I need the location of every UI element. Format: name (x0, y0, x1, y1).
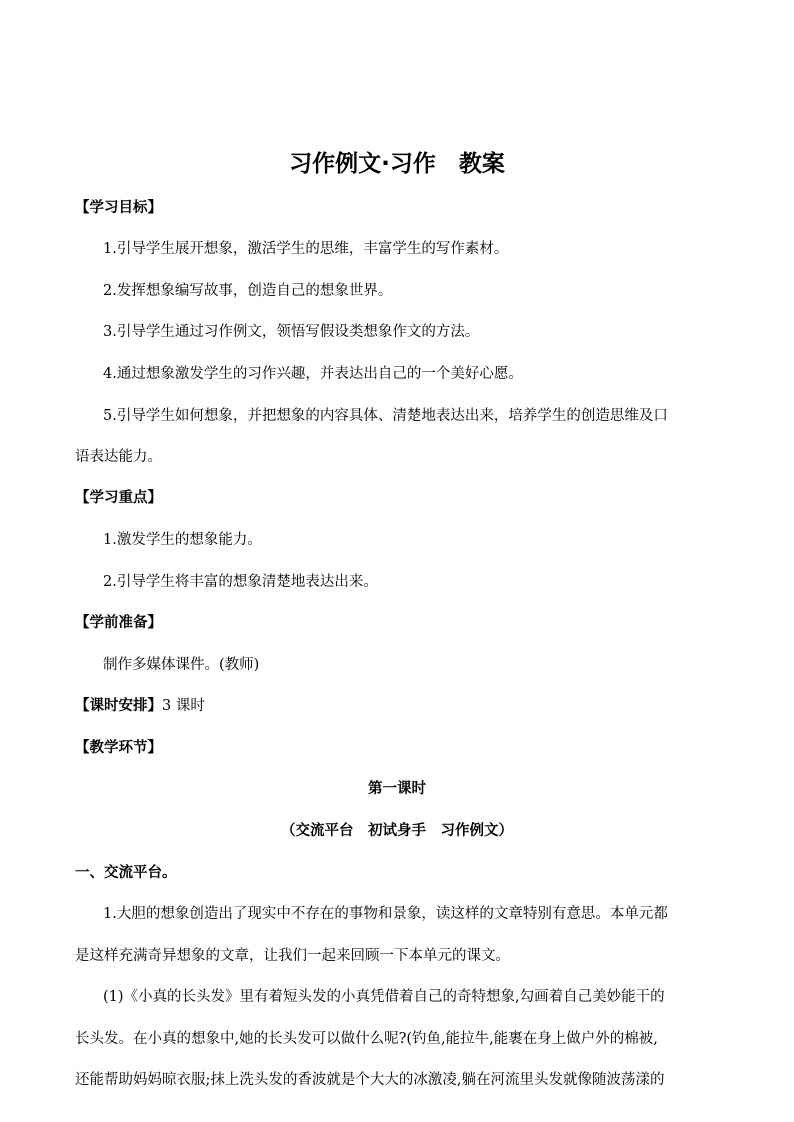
schedule-value: 3 课时 (162, 698, 205, 714)
page-title: 习作例文·习作 教案 (289, 151, 505, 177)
schedule-heading: 【课时安排】 (75, 698, 162, 714)
key-point-item-2: 2.引导学生将丰富的想象清楚地表达出来。 (103, 574, 378, 590)
schedule-line (75, 694, 735, 718)
preparation-heading: 【学前准备】 (75, 615, 162, 631)
steps-heading: 【教学环节】 (75, 740, 162, 756)
objective-item-5-continued: 语表达能力。 (75, 449, 162, 465)
objective-item-5: 5.引导学生如何想象，并把想象的内容具体、清楚地表达出来，培养学生的创造思维及口 (103, 408, 668, 424)
preparation-item-1: 制作多媒体课件。(教师) (103, 657, 260, 673)
key-points-heading: 【学习重点】 (75, 490, 162, 506)
paragraph-line-4: 长头发。在小真的想象中,她的长头发可以做什么呢?(钓鱼,能拉牛,能裹在身上做户外的棉被, (75, 1031, 658, 1047)
objective-item-3: 3.引导学生通过习作例文，领悟写假设类想象作文的方法。 (103, 324, 480, 340)
lesson-subtitle: （交流平台 初试身手 习作例文） (281, 823, 513, 839)
objective-item-1: 1.引导学生展开想象，激活学生的思维，丰富学生的写作素材。 (103, 241, 509, 257)
key-point-item-1: 1.激发学生的想象能力。 (103, 532, 262, 548)
paragraph-line-1: 1.大胆的想象创造出了现实中不存在的事物和景象，读这样的文章特别有意思。本单元都 (103, 906, 668, 922)
lesson-title: 第一课时 (368, 781, 426, 797)
objective-item-2: 2.发挥想象编写故事，创造自己的想象世界。 (103, 283, 393, 299)
objective-item-4: 4.通过想象激发学生的习作兴趣，并表达出自己的一个美好心愿。 (103, 366, 523, 382)
paragraph-line-3: (1)《小真的长头发》里有着短头发的小真凭借着自己的奇特想象,勾画着自己美妙能干的 (103, 989, 665, 1005)
paragraph-line-5: 还能帮助妈妈晾衣服;抹上洗头发的香波就是个大大的冰激凌,躺在河流里头发就像随波荡漾的 (75, 1072, 665, 1088)
objectives-heading: 【学习目标】 (75, 200, 162, 216)
paragraph-line-2: 是这样充满奇异想象的文章，让我们一起来回顾一下本单元的课文。 (75, 948, 510, 964)
part1-heading: 一、交流平台。 (75, 865, 177, 881)
